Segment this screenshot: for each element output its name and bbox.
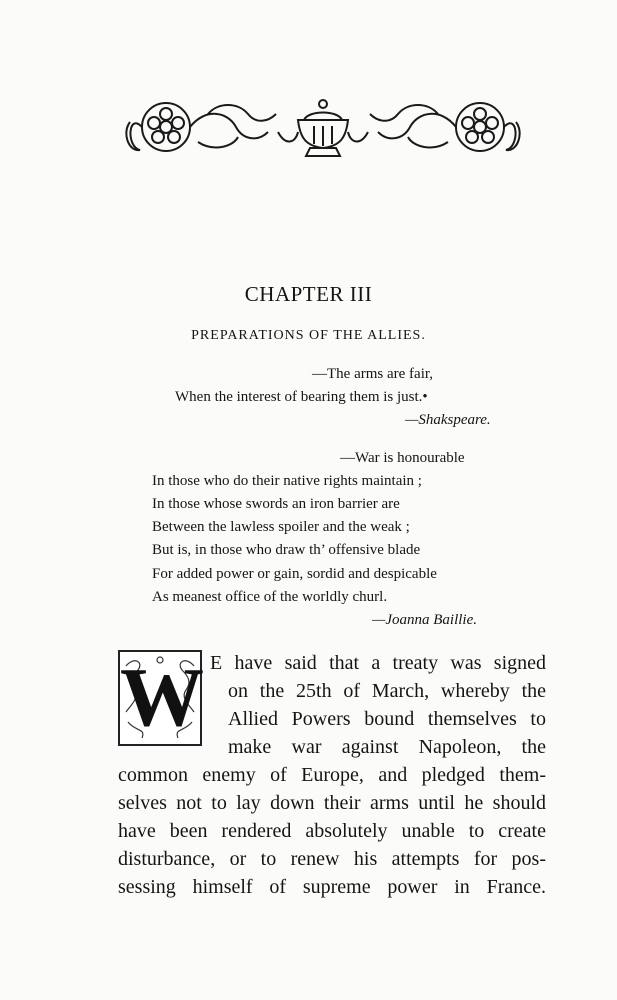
epigraph-line: —The arms are fair, <box>312 366 434 382</box>
body-line: Allied Powers bound themselves to <box>228 708 546 730</box>
body-line: have been rendered absolutely unable to create <box>118 820 546 842</box>
dropcap-frame <box>118 650 202 746</box>
body-line: disturbance, or to renew his attempts for pos- <box>118 848 546 870</box>
epigraph-attribution: —Joanna Baillie. <box>372 612 477 628</box>
chapter-title: CHAPTER III <box>244 282 373 306</box>
epigraph-line: For added power or gain, sordid and despicable <box>152 566 437 582</box>
epigraph-line: When the interest of bearing them is just.• <box>175 389 428 405</box>
epigraph-line: Between the lawless spoiler and the weak ; <box>152 519 410 535</box>
epigraph-attribution: —Shakspeare. <box>405 412 491 428</box>
epigraph-line: As meanest office of the worldly churl. <box>152 589 388 605</box>
body-line: selves not to lay down their arms until he should <box>118 792 546 814</box>
body-line: E have said that a treaty was signed <box>210 652 546 674</box>
epigraph-line: —War is honourable <box>340 450 465 466</box>
body-line: sessing himself of supreme power in France. <box>118 876 546 898</box>
dropcap-letter: W <box>120 651 204 744</box>
epigraph-line: But is, in those who draw th’ offensive blade <box>152 542 421 558</box>
epigraph-line: In those whose swords an iron barrier are <box>152 496 400 512</box>
body-line: make war against Napoleon, the <box>228 736 546 758</box>
body-line: on the 25th of March, whereby the <box>228 680 546 702</box>
chapter-subtitle: PREPARATIONS OF THE ALLIES. <box>191 328 426 343</box>
ornamental-headpiece <box>118 92 528 162</box>
epigraph-line: In those who do their native rights maintain ; <box>152 473 422 489</box>
body-line: common enemy of Europe, and pledged them- <box>118 764 546 786</box>
